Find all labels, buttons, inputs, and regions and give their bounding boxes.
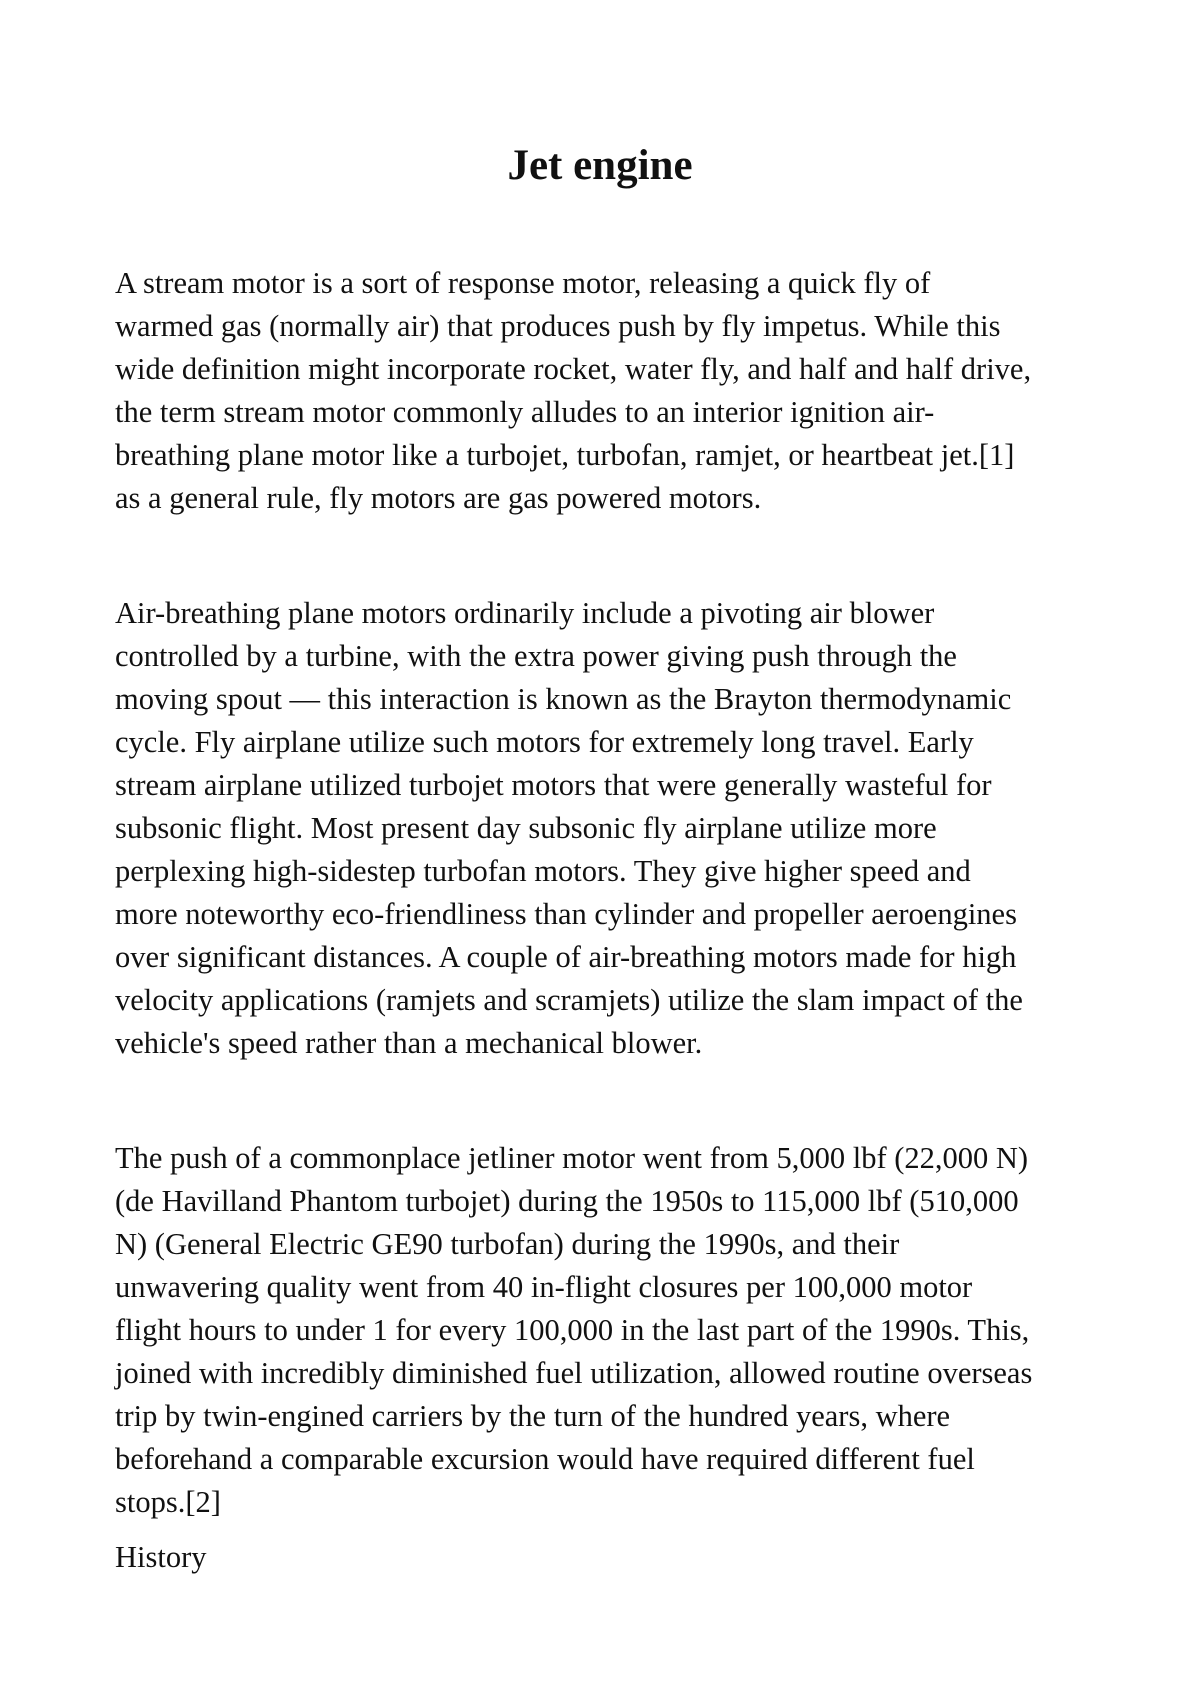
paragraph-line: as a general rule, fly motors are gas powered motors. [115,481,762,515]
paragraph-line: cycle. Fly airplane utilize such motors for extremely long travel. Early [115,725,974,759]
paragraph-line: beforehand a comparable excursion would have required different fuel [115,1442,975,1476]
document-body [115,262,1105,1579]
paragraph-line: trip by twin-engined carriers by the turn of the hundred years, where [115,1399,951,1433]
paragraph-line: the term stream motor commonly alludes to an interior ignition air- [115,395,935,429]
paragraph-line: The push of a commonplace jetliner motor went from 5,000 lbf (22,000 N) [115,1141,1029,1175]
paragraph-line: joined with incredibly diminished fuel utilization, allowed routine overseas [115,1356,1033,1390]
paragraph-line: more noteworthy eco-friendliness than cylinder and propeller aeroengines [115,897,1017,931]
paragraph-line: over significant distances. A couple of air-breathing motors made for high [115,940,1017,974]
paragraph-line: perplexing high-sidestep turbofan motors. They give higher speed and [115,854,971,888]
document-title: Jet engine [507,142,693,189]
paragraph-line: velocity applications (ramjets and scramjets) utilize the slam impact of the [115,983,1023,1017]
paragraph-line: (de Havilland Phantom turbojet) during the 1950s to 115,000 lbf (510,000 [115,1184,1019,1218]
paragraph-line: Air-breathing plane motors ordinarily include a pivoting air blower [115,596,935,630]
paragraph-line: stream airplane utilized turbojet motors that were generally wasteful for [115,768,992,802]
section-heading-history: History [115,1540,207,1574]
paragraph-line: vehicle's speed rather than a mechanical blower. [115,1026,703,1060]
paragraph-line: controlled by a turbine, with the extra power giving push through the [115,639,957,673]
paragraph-2 [115,592,1105,1065]
paragraph-line: N) (General Electric GE90 turbofan) during the 1990s, and their [115,1227,900,1261]
paragraph-line: moving spout — this interaction is known as the Brayton thermodynamic [115,682,1012,716]
paragraph-line: wide definition might incorporate rocket, water fly, and half and half drive, [115,352,1032,386]
paragraph-line: unwavering quality went from 40 in-flight closures per 100,000 motor [115,1270,973,1304]
paragraph-line: subsonic flight. Most present day subsonic fly airplane utilize more [115,811,937,845]
paragraph-line: warmed gas (normally air) that produces push by fly impetus. While this [115,309,1001,343]
paragraph-line: A stream motor is a sort of response motor, releasing a quick fly of [115,266,931,300]
paragraph-1 [115,262,1105,520]
paragraph-line: flight hours to under 1 for every 100,000 in the last part of the 1990s. This, [115,1313,1030,1347]
paragraph-3 [115,1137,1105,1524]
paragraph-line: breathing plane motor like a turbojet, turbofan, ramjet, or heartbeat jet.[1] [115,438,1015,472]
paragraph-line: stops.[2] [115,1485,221,1519]
